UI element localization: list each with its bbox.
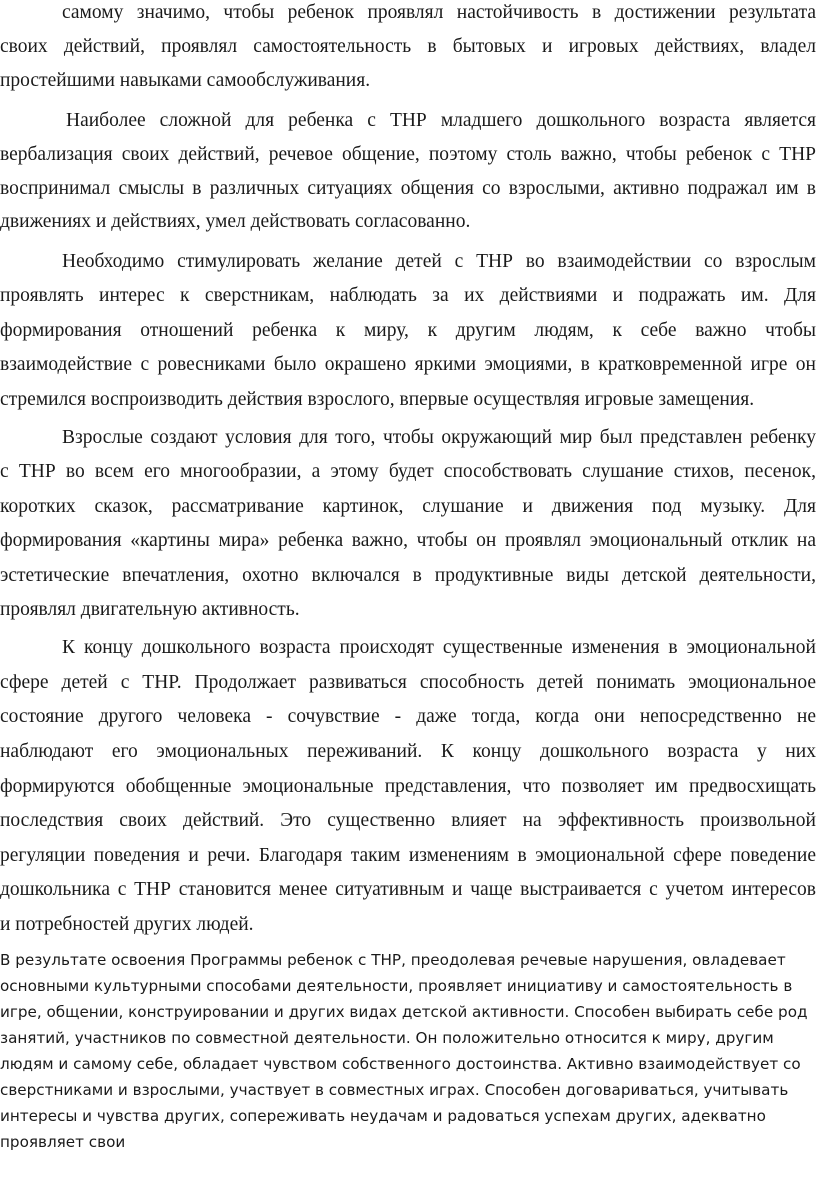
text-line: формирования отношений ребенка к миру, к другим людям, к себе важно чтобы [0, 320, 816, 341]
text-line: Необходимо стимулировать желание детей с ТНР во взаимодействии со взрослым [62, 251, 816, 272]
text-line: наблюдают его эмоциональных переживаний. К концу дошкольного возраста у них [0, 741, 816, 762]
text-line: Наиболее сложной для ребенка с ТНР младшего дошкольного возраста является [66, 110, 816, 131]
text-line: коротких сказок, рассматривание картинок, слушание и движения под музыку. Для [0, 496, 816, 517]
text-line: сфере детей с ТНР. Продолжает развиваться способность детей понимать эмоциональное [0, 672, 816, 693]
text-line: состояние другого человека - сочувствие - даже тогда, когда они непосредственно не [0, 706, 816, 727]
text-line: с ТНР во всем его многообразии, а этому будет способствовать слушание стихов, песенок, [0, 461, 816, 482]
text-line: формирования «картины мира» ребенка важно, чтобы он проявлял эмоциональный отклик на [0, 530, 816, 551]
text-line: регуляции поведения и речи. Благодаря таким изменениям в эмоциональной сфере поведение [0, 845, 816, 866]
text-line: сверстниками и взрослыми, участвует в совместных играх. Способен договариваться, учитывать [0, 1081, 789, 1099]
text-line: проявляет свои [0, 1133, 126, 1151]
text-line: формируются обобщенные эмоциональные представления, что позволяет им предвосхищать [0, 776, 816, 797]
text-line: занятий, участников по совместной деятельности. Он положительно относится к миру, другим [0, 1029, 774, 1047]
text-line: Взрослые создают условия для того, чтобы окружающий мир был представлен ребенку [62, 427, 816, 448]
text-line: вербализация своих действий, речевое общение, поэтому столь важно, чтобы ребенок с ТНР [0, 144, 816, 165]
text-line: самому значимо, чтобы ребенок проявлял настойчивость в достижении результата [62, 2, 816, 23]
text-line: К концу дошкольного возраста происходят существенные изменения в эмоциональной [62, 637, 816, 658]
text-line: интересы и чувства других, сопереживать неудачам и радоваться успехам других, адекватно [0, 1107, 766, 1125]
text-line: воспринимал смыслы в различных ситуациях общения со взрослыми, активно подражал им в [0, 178, 816, 199]
text-line: проявлял двигательную активность. [0, 599, 300, 620]
text-line: простейшими навыками самообслуживания. [0, 70, 371, 91]
text-line: взаимодействие с ровесниками было окрашено яркими эмоциями, в кратковременной игре он [0, 354, 816, 375]
text-line: и потребностей других людей. [0, 914, 254, 935]
text-line: движениях и действиях, умел действовать согласованно. [0, 211, 471, 232]
text-line: людям и самому себе, обладает чувством собственного достоинства. Активно взаимодействует со [0, 1055, 801, 1073]
text-line: стремился воспроизводить действия взрослого, впервые осуществляя игровые замещения. [0, 389, 755, 410]
text-line: игре, общении, конструировании и других видах детской активности. Способен выбирать себе род [0, 1003, 808, 1021]
text-line: последствия своих действий. Это существенно влияет на эффективность произвольной [0, 810, 816, 831]
text-line: В результате освоения Программы ребенок с ТНР, преодолевая речевые нарушения, овладевает [0, 951, 786, 969]
text-line: своих действий, проявлял самостоятельность в бытовых и игровых действиях, владел [0, 36, 816, 57]
text-line: основными культурными способами деятельности, проявляет инициативу и самостоятельность в [0, 977, 793, 995]
text-line: проявлять интерес к сверстникам, наблюдать за их действиями и подражать им. Для [0, 285, 816, 306]
text-line: эстетические впечатления, охотно включался в продуктивные виды детской деятельности, [0, 565, 816, 586]
text-line: дошкольника с ТНР становится менее ситуативным и чаще выстраивается с учетом интересов [0, 879, 816, 900]
